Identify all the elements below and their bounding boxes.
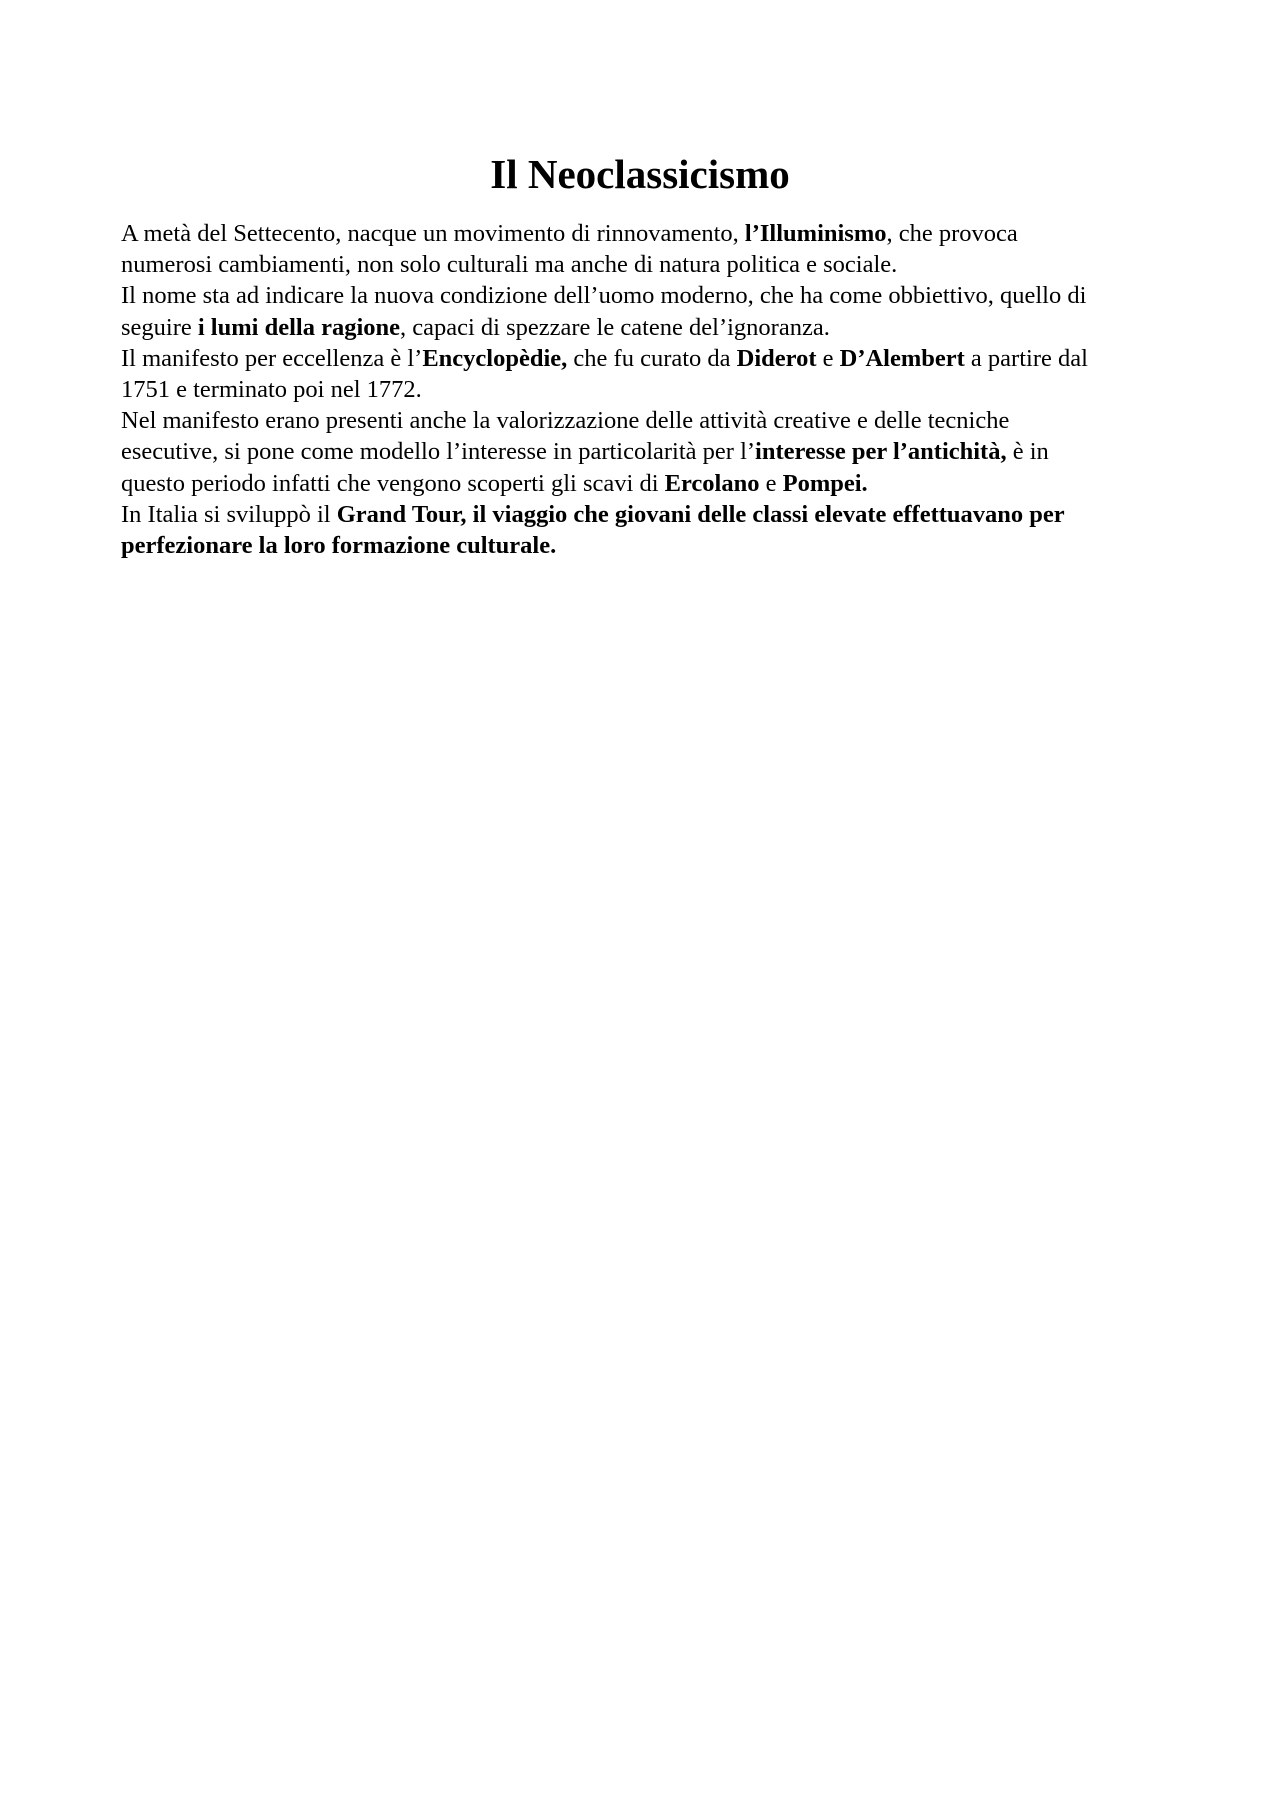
bold-text: Grand Tour, il viaggio che giovani delle classi elevate effettuavano per <box>336 500 1065 528</box>
text-run: seguire <box>121 313 198 341</box>
text-line <box>121 436 1171 467</box>
text-run: A metà del Settecento, nacque un movimento di rinnovamento, <box>121 220 745 247</box>
text-line <box>121 343 1171 374</box>
paragraph <box>121 280 1171 342</box>
text-run: questo periodo infatti che vengono scoperti gli scavi di <box>121 469 665 497</box>
text-run: che fu curato da <box>567 344 737 372</box>
bold-text: l’Illuminismo <box>744 220 887 247</box>
bold-text: i lumi della ragione <box>197 313 400 341</box>
text-run: 1751 e terminato poi nel 1772. <box>121 376 422 404</box>
text-line <box>121 218 1171 249</box>
text-line <box>121 468 1171 499</box>
paragraph <box>121 343 1171 405</box>
bold-text: Ercolano <box>664 469 760 497</box>
bold-text: D’Alembert <box>839 344 965 372</box>
paragraph <box>121 499 1171 561</box>
text-run: è in <box>1006 438 1049 466</box>
bold-text: Diderot <box>736 344 817 372</box>
bold-text: Pompei. <box>782 469 868 497</box>
text-run: e <box>816 344 840 372</box>
bold-text: Encyclopèdie, <box>422 344 568 372</box>
text-run: Nel manifesto erano presenti anche la valorizzazione delle attività creative e delle tecniche <box>121 407 1010 435</box>
text-run: In Italia si sviluppò il <box>121 500 337 528</box>
text-line <box>121 530 1171 561</box>
text-line <box>121 374 1171 405</box>
text-line <box>121 312 1171 343</box>
text-run: e <box>759 469 783 497</box>
text-run: esecutive, si pone come modello l’interesse in particolarità per l’ <box>121 438 756 466</box>
text-run: , capaci di spezzare le catene del’ignoranza. <box>400 313 830 341</box>
paragraph <box>121 405 1171 499</box>
document-body <box>121 218 1171 561</box>
text-run: a partire dal <box>964 344 1088 372</box>
text-run: Il manifesto per eccellenza è l’ <box>121 344 423 372</box>
text-line <box>121 405 1171 436</box>
bold-text: perfezionare la loro formazione culturale. <box>121 532 557 560</box>
text-run: Il nome sta ad indicare la nuova condizione dell’uomo moderno, che ha come obbiettivo, quello di <box>121 282 1087 310</box>
text-line <box>121 280 1171 311</box>
text-line <box>121 249 1171 280</box>
text-run: numerosi cambiamenti, non solo culturali ma anche di natura politica e sociale. <box>121 251 898 279</box>
text-line <box>121 499 1171 530</box>
text-run: , che provoca <box>886 220 1018 247</box>
bold-text: interesse per l’antichità, <box>755 438 1007 466</box>
paragraph <box>121 218 1171 280</box>
page-title: Il Neoclassicismo <box>490 151 790 197</box>
